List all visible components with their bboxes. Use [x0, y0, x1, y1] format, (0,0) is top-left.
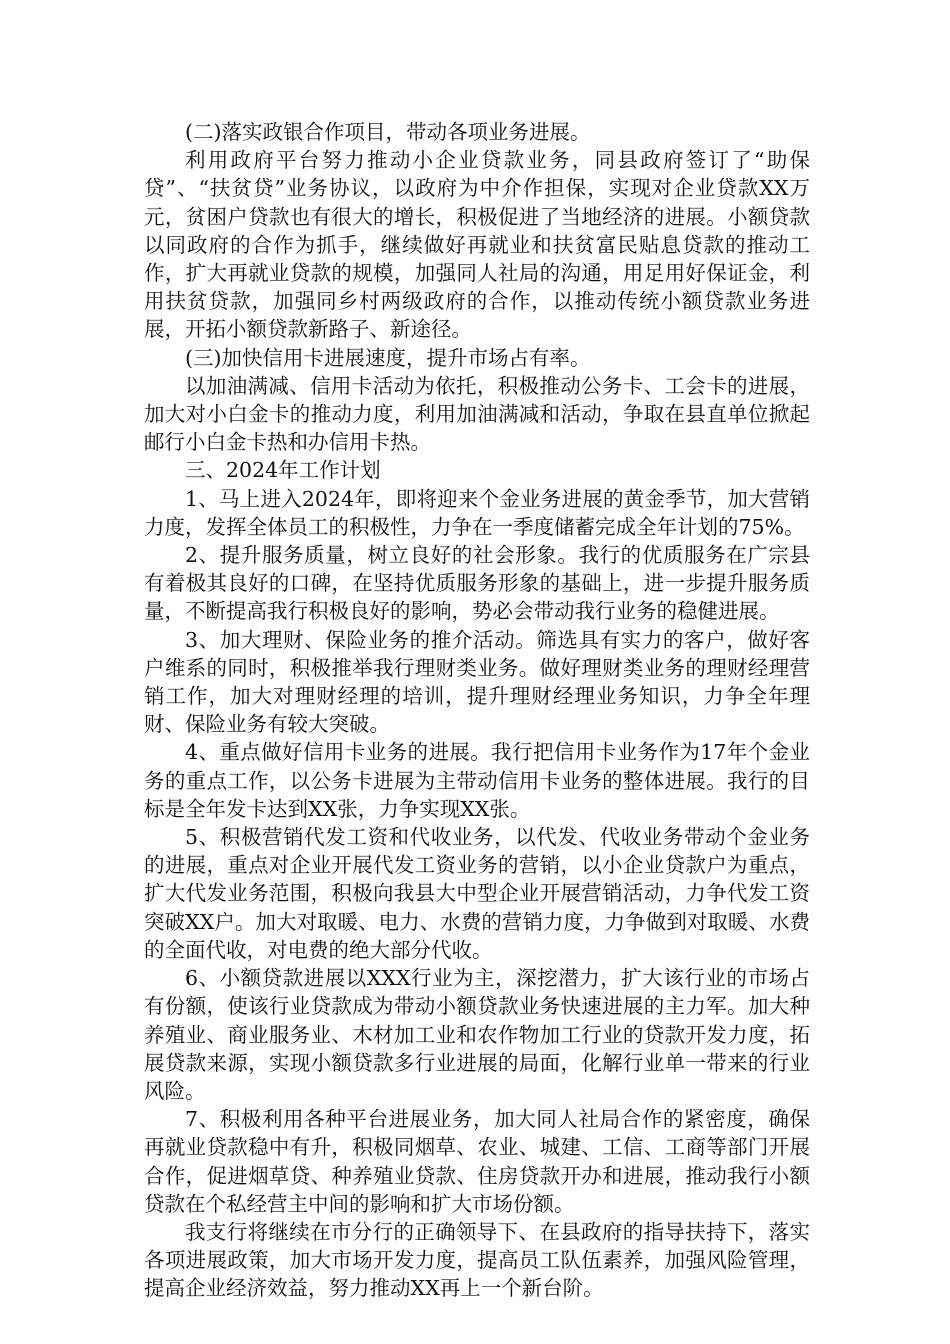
section-heading-3: (三)加快信用卡进展速度，提升市场占有率。 — [185, 345, 591, 370]
section-heading-plan: 三、2024年工作计划 — [185, 458, 381, 483]
closing-paragraph: 我支行将继续在市分行的正确领导下、在县政府的指导扶持下，落实各项进展政策，加大市场开发力度，提高员工队伍素养，加强风险管理，提高企业经济效益，努力推动XX再上一个新台阶。 — [144, 1219, 810, 1301]
plan-item-3: 3、加大理财、保险业务的推介活动。筛选具有实力的客户，做好客户维系的同时，积极推举我行理财类业务。做好理财类业务的理财经理营销工作，加大对理财经理的培训，提升理财经理业务知识，力争全年理财、保险业务有较大突破。 — [144, 627, 810, 737]
document-body — [144, 118, 810, 1303]
plan-item-6: 6、小额贷款进展以XXX行业为主，深挖潜力，扩大该行业的市场占有份额，使该行业贷款成为带动小额贷款业务快速进展的主力军。加大种养殖业、商业服务业、木材加工业和农作物加工行业的贷款开发力度，拓展贷款来源，实现小额贷款多行业进展的局面，化解行业单一带来的行业风险。 — [144, 966, 810, 1103]
paragraph: 以加油满减、信用卡活动为依托，积极推动公务卡、工会卡的进展，加大对小白金卡的推动力度，利用加油满减和活动，争取在县直单位掀起邮行小白金卡热和办信用卡热。 — [144, 373, 810, 455]
plan-item-5: 5、积极营销代发工资和代收业务，以代发、代收业务带动个金业务的进展，重点对企业开展代发工资业务的营销，以小企业贷款户为重点，扩大代发业务范围，积极向我县大中型企业开展营销活动，力争代发工资突破XX户。加大对取暖、电力、水费的营销力度，力争做到对取暖、水费的全面代收，对电费的绝大部分代收。 — [144, 825, 810, 962]
plan-item-2: 2、提升服务质量，树立良好的社会形象。我行的优质服务在广宗县有着极其良好的口碑，在坚持优质服务形象的基础上，进一步提升服务质量，不断提高我行积极良好的影响，势必会带动我行业务的稳健进展。 — [144, 543, 810, 624]
plan-item-4: 4、重点做好信用卡业务的进展。我行把信用卡业务作为17年个金业务的重点工作，以公务卡进展为主带动信用卡业务的整体进展。我行的目标是全年发卡达到XX张，力争实现XX张。 — [144, 740, 810, 821]
plan-item-1: 1、马上进入2024年，即将迎来个金业务进展的黄金季节，加大营销力度，发挥全体员工的积极性，力争在一季度储蓄完成全年计划的75%。 — [144, 486, 810, 539]
plan-item-7: 7、积极利用各种平台进展业务，加大同人社局合作的紧密度，确保再就业贷款稳中有升，积极同烟草、农业、城建、工信、工商等部门开展合作，促进烟草贷、种养殖业贷款、住房贷款开办和进展，推动我行小额贷款在个私经营主中间的影响和扩大市场份额。 — [144, 1107, 810, 1216]
section-heading-2: (二)落实政银合作项目，带动各项业务进展。 — [185, 120, 591, 144]
paragraph: 利用政府平台努力推动小企业贷款业务，同县政府签订了“助保贷”、“扶贫贷”业务协议，以政府为中介作担保，实现对企业贷款XX万元，贫困户贷款也有很大的增长，积极促进了当地经济的进展。小额贷款以同政府的合作为抓手，继续做好再就业和扶贫富民贴息贷款的推动工作，扩大再就业贷款的规模，加强同人社局的沟通，用足用好保证金，利用扶贫贷款，加强同乡村两级政府的合作，以推动传统小额贷款业务进展，开拓小额贷款新路子、新途径。 — [144, 148, 810, 342]
